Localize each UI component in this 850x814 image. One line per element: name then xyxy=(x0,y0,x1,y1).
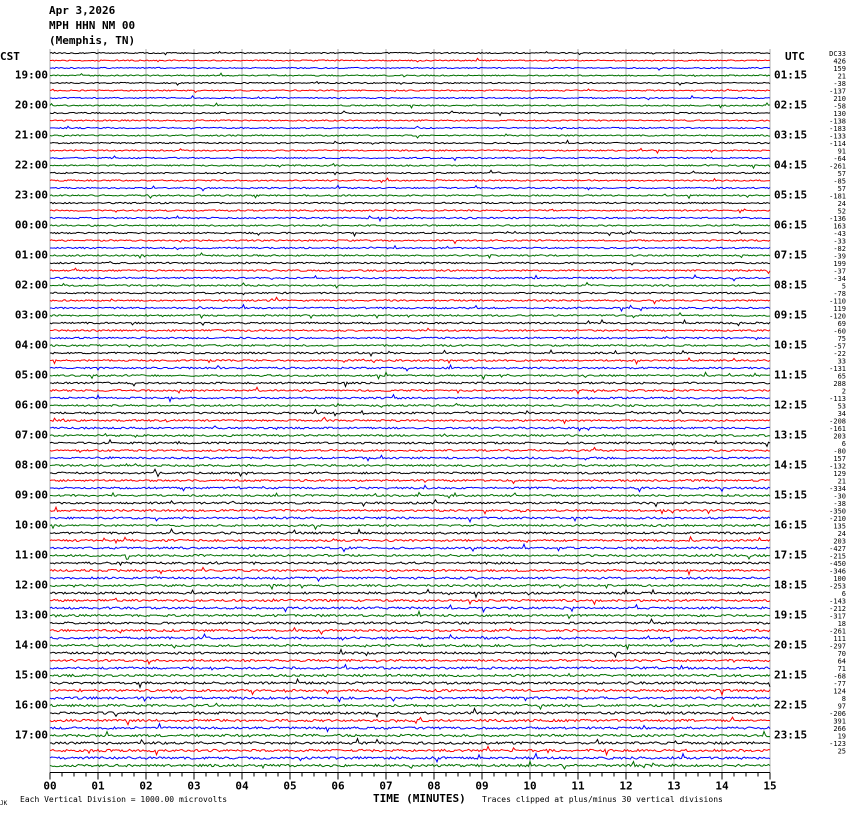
x-tick-label: 12 xyxy=(619,779,633,793)
trace-line xyxy=(50,337,770,340)
right-hour-label: 04:15 xyxy=(774,158,808,172)
trace-offset-label: 57 xyxy=(837,185,846,193)
trace-offset-label: 75 xyxy=(837,335,846,343)
trace-offset-label: 19 xyxy=(837,732,846,741)
trace-line xyxy=(50,164,770,169)
trace-line xyxy=(50,73,770,77)
trace-line xyxy=(50,554,770,559)
x-tick-label: 10 xyxy=(523,779,537,793)
trace-line xyxy=(50,440,770,447)
trace-line xyxy=(50,103,770,108)
trace-line xyxy=(50,544,770,551)
left-hour-label: 19:00 xyxy=(14,68,48,82)
trace-offset-label: -33 xyxy=(833,237,846,246)
trace-offset-label: -64 xyxy=(833,155,846,163)
right-hour-label: 17:15 xyxy=(774,548,808,562)
trace-offset-label: -77 xyxy=(833,680,846,688)
trace-offset-label: 33 xyxy=(837,357,846,366)
trace-line xyxy=(50,292,770,294)
trace-offset-label: 6 xyxy=(841,590,846,598)
trace-offset-label: 69 xyxy=(837,320,846,328)
x-tick-label: 08 xyxy=(427,779,441,793)
trace-line xyxy=(50,724,770,732)
trace-offset-label: 25 xyxy=(837,747,846,756)
trace-offset-label: 203 xyxy=(833,432,846,441)
left-hour-label: 01:00 xyxy=(14,248,48,262)
trace-line xyxy=(50,659,770,664)
trace-offset-label: 8 xyxy=(841,695,846,703)
trace-line xyxy=(50,649,770,656)
trace-line xyxy=(50,372,770,379)
x-axis-title: TIME (MINUTES) xyxy=(373,792,466,805)
trace-offset-label: -137 xyxy=(829,87,846,96)
trace-line xyxy=(50,358,770,364)
trace-offset-label: 34 xyxy=(837,410,846,418)
trace-offset-label: -120 xyxy=(829,312,846,321)
trace-line xyxy=(50,89,770,92)
left-hour-label: 21:00 xyxy=(14,128,48,142)
trace-line xyxy=(50,717,770,725)
trace-line xyxy=(50,111,770,116)
trace-line xyxy=(50,644,770,649)
trace-offset-label: -30 xyxy=(833,492,846,501)
trace-line xyxy=(50,134,770,138)
trace-offset-label: 266 xyxy=(833,725,846,733)
trace-line xyxy=(50,674,770,677)
trace-line xyxy=(50,567,770,574)
trace-offset-label: -38 xyxy=(833,500,846,508)
trace-line xyxy=(50,275,770,281)
trace-offset-label: -123 xyxy=(829,740,846,748)
left-hour-label: 04:00 xyxy=(14,338,48,352)
right-hour-label: 06:15 xyxy=(774,218,808,232)
x-tick-label: 15 xyxy=(763,779,777,793)
trace-line xyxy=(50,52,770,55)
left-hour-label: 10:00 xyxy=(14,518,48,532)
right-hour-label: 19:15 xyxy=(774,608,808,622)
trace-line xyxy=(50,148,770,153)
trace-line xyxy=(50,120,770,121)
trace-offset-label: 24 xyxy=(837,200,846,208)
trace-line xyxy=(50,689,770,695)
trace-offset-label: -34 xyxy=(833,275,846,283)
trace-offset-label: 5 xyxy=(841,282,846,291)
trace-offset-label: 111 xyxy=(833,635,846,643)
right-hour-label: 13:15 xyxy=(774,428,808,442)
right-hour-label: 23:15 xyxy=(774,728,808,742)
right-hour-label: 20:15 xyxy=(774,638,808,652)
right-hour-label: 18:15 xyxy=(774,578,808,592)
right-hour-label: 09:15 xyxy=(774,308,808,322)
trace-line xyxy=(50,156,770,160)
trace-line xyxy=(50,268,770,273)
trace-offset-label: -253 xyxy=(829,582,846,591)
left-hour-label: 03:00 xyxy=(14,308,48,322)
right-hour-label: 11:15 xyxy=(774,368,808,382)
trace-offset-label: 199 xyxy=(833,260,846,268)
trace-offset-label: 65 xyxy=(837,372,846,381)
trace-offset-label: 18 xyxy=(837,620,846,628)
trace-line xyxy=(50,634,770,642)
trace-line xyxy=(50,469,770,476)
trace-line xyxy=(50,434,770,438)
trace-line xyxy=(50,382,770,386)
trace-line xyxy=(50,517,770,522)
trace-offset-label: -43 xyxy=(833,230,846,238)
trace-offset-label: -181 xyxy=(829,192,846,201)
trace-line xyxy=(50,404,770,408)
trace-line xyxy=(50,525,770,530)
trace-offset-label: -206 xyxy=(829,710,846,718)
trace-line xyxy=(50,426,770,431)
trace-offset-label: 135 xyxy=(833,522,846,531)
trace-offset-label: 2 xyxy=(841,387,846,396)
trace-offset-label: -82 xyxy=(833,245,846,253)
right-hour-label: 01:15 xyxy=(774,68,808,82)
trace-line xyxy=(50,679,770,687)
x-tick-label: 11 xyxy=(571,779,585,793)
left-hour-label: 00:00 xyxy=(14,218,48,232)
trace-line xyxy=(50,240,770,244)
left-hour-label: 12:00 xyxy=(14,578,48,592)
left-hour-label: 20:00 xyxy=(14,98,48,112)
trace-offset-label: 100 xyxy=(833,575,846,583)
trace-offset-label: -208 xyxy=(829,417,846,426)
right-hour-label: 08:15 xyxy=(774,278,808,292)
x-tick-label: 02 xyxy=(139,779,153,793)
trace-line xyxy=(50,746,770,754)
trace-line xyxy=(50,126,770,129)
header-date: Apr 3,2026 xyxy=(49,4,116,17)
trace-line xyxy=(50,611,770,618)
left-timezone-label: CST xyxy=(0,50,20,63)
trace-offset-label: 71 xyxy=(837,665,846,673)
trace-offset-label: -133 xyxy=(829,132,846,141)
trace-offset-label: DC33 xyxy=(829,50,846,58)
left-hour-label: 17:00 xyxy=(14,728,48,742)
left-hour-label: 14:00 xyxy=(14,638,48,652)
trace-offset-label: 157 xyxy=(833,455,846,463)
trace-line xyxy=(50,58,770,61)
trace-offset-label: -113 xyxy=(829,395,846,403)
x-tick-label: 05 xyxy=(283,779,297,793)
trace-offset-label: -85 xyxy=(833,177,846,186)
left-hour-label: 22:00 xyxy=(14,158,48,172)
right-hour-label: 10:15 xyxy=(774,338,808,352)
trace-offset-label: -114 xyxy=(829,140,846,148)
trace-line xyxy=(50,320,770,326)
trace-offset-label: -80 xyxy=(833,447,846,456)
trace-offset-label: 288 xyxy=(833,380,846,388)
trace-line xyxy=(50,395,770,402)
trace-line xyxy=(50,665,770,670)
trace-line xyxy=(50,170,770,174)
trace-line xyxy=(50,96,770,100)
trace-line xyxy=(50,697,770,702)
right-hour-label: 07:15 xyxy=(774,248,808,262)
trace-offset-label: -297 xyxy=(829,642,846,651)
trace-line xyxy=(50,708,770,716)
trace-offset-label: 391 xyxy=(833,717,846,726)
left-hour-label: 02:00 xyxy=(14,278,48,292)
trace-line xyxy=(50,598,770,604)
trace-offset-label: -58 xyxy=(833,102,846,111)
trace-line xyxy=(50,761,770,768)
trace-line xyxy=(50,246,770,250)
trace-offset-label: -183 xyxy=(829,125,846,133)
trace-line xyxy=(50,297,770,303)
trace-line xyxy=(50,529,770,534)
trace-line xyxy=(50,619,770,624)
trace-line xyxy=(50,589,770,597)
trace-line xyxy=(50,178,770,182)
trace-line xyxy=(50,231,770,236)
trace-line xyxy=(50,739,770,745)
trace-offset-label: -317 xyxy=(829,612,846,621)
trace-offset-label: -110 xyxy=(829,297,846,306)
trace-offset-label: 426 xyxy=(833,57,846,66)
trace-offset-label: -138 xyxy=(829,117,846,126)
trace-offset-label: -427 xyxy=(829,545,846,553)
trace-offset-label: -161 xyxy=(829,425,846,433)
trace-line xyxy=(50,537,770,543)
left-hour-label: 16:00 xyxy=(14,698,48,712)
trace-line xyxy=(50,577,770,581)
trace-offset-label: -78 xyxy=(833,290,846,298)
x-tick-label: 13 xyxy=(667,779,681,793)
trace-line xyxy=(50,185,770,190)
trace-line xyxy=(50,365,770,371)
left-hour-label: 07:00 xyxy=(14,428,48,442)
trace-line xyxy=(50,447,770,452)
trace-line xyxy=(50,753,770,761)
trace-offset-label: 130 xyxy=(833,110,846,118)
left-hour-label: 09:00 xyxy=(14,488,48,502)
x-tick-label: 14 xyxy=(715,779,729,793)
trace-offset-label: -261 xyxy=(829,162,846,171)
trace-line xyxy=(50,584,770,588)
trace-line xyxy=(50,209,770,213)
trace-offset-label: 97 xyxy=(837,702,846,711)
trace-line xyxy=(50,350,770,356)
trace-offset-label: 64 xyxy=(837,657,846,666)
left-hour-label: 05:00 xyxy=(14,368,48,382)
right-hour-label: 15:15 xyxy=(774,488,808,502)
trace-offset-label: 57 xyxy=(837,170,846,178)
scale-note: Each Vertical Division = 1000.00 microvolts xyxy=(20,795,228,804)
trace-offset-label: 203 xyxy=(833,537,846,546)
trace-line xyxy=(50,216,770,221)
right-hour-label: 22:15 xyxy=(774,698,808,712)
trace-offset-label: -38 xyxy=(833,80,846,88)
trace-offset-label: 91 xyxy=(837,147,846,156)
header-location: (Memphis, TN) xyxy=(49,34,136,47)
trace-line xyxy=(50,562,770,566)
header-station: MPH HHN NM 00 xyxy=(49,19,136,32)
trace-line xyxy=(50,628,770,634)
x-tick-label: 01 xyxy=(91,779,105,793)
trace-line xyxy=(50,313,770,318)
trace-offset-label: -68 xyxy=(833,672,846,681)
trace-line xyxy=(50,410,770,416)
trace-line xyxy=(50,500,770,507)
trace-line xyxy=(50,224,770,226)
trace-offset-label: 70 xyxy=(837,650,846,658)
left-hour-label: 23:00 xyxy=(14,188,48,202)
left-hour-label: 11:00 xyxy=(14,548,48,562)
trace-line xyxy=(50,492,770,498)
right-hour-label: 05:15 xyxy=(774,188,808,202)
trace-line xyxy=(50,305,770,311)
trace-line xyxy=(50,140,770,144)
trace-offset-label: 124 xyxy=(833,687,846,696)
trace-offset-label: -39 xyxy=(833,252,846,261)
trace-line xyxy=(50,253,770,258)
trace-line xyxy=(50,328,770,331)
right-hour-label: 21:15 xyxy=(774,668,808,682)
trace-offset-label: -37 xyxy=(833,267,846,276)
trace-line xyxy=(50,387,770,393)
x-tick-label: 04 xyxy=(235,779,249,793)
trace-line xyxy=(50,417,770,423)
trace-line xyxy=(50,480,770,484)
trace-line xyxy=(50,464,770,467)
trace-offset-label: 52 xyxy=(837,207,846,216)
trace-offset-label: 119 xyxy=(833,305,846,313)
trace-offset-label: -261 xyxy=(829,627,846,636)
trace-offset-label: -57 xyxy=(833,342,846,351)
x-tick-label: 09 xyxy=(475,779,489,793)
x-tick-label: 03 xyxy=(187,779,201,793)
trace-line xyxy=(50,202,770,203)
right-timezone-label: UTC xyxy=(785,50,805,63)
trace-offset-label: -22 xyxy=(833,350,846,358)
trace-offset-label: 53 xyxy=(837,402,846,411)
trace-offset-label: -131 xyxy=(829,365,846,373)
right-hour-label: 16:15 xyxy=(774,518,808,532)
left-hour-label: 06:00 xyxy=(14,398,48,412)
trace-line xyxy=(50,455,770,460)
trace-offset-label: 21 xyxy=(837,72,846,81)
trace-offset-label: 210 xyxy=(833,95,846,103)
trace-offset-label: -143 xyxy=(829,597,846,606)
right-hour-label: 14:15 xyxy=(774,458,808,472)
trace-offset-label: -132 xyxy=(829,462,846,471)
trace-offset-label: -346 xyxy=(829,567,846,576)
trace-offset-label: 129 xyxy=(833,470,846,478)
left-hour-label: 13:00 xyxy=(14,608,48,622)
trace-line xyxy=(50,82,770,86)
trace-line xyxy=(50,703,770,709)
trace-line xyxy=(50,507,770,514)
trace-offset-label: -215 xyxy=(829,552,846,561)
trace-line xyxy=(50,262,770,265)
trace-line xyxy=(50,283,770,288)
trace-offset-label: -350 xyxy=(829,507,846,516)
trace-offset-label: 24 xyxy=(837,530,846,538)
right-hour-label: 03:15 xyxy=(774,128,808,142)
trace-offset-label: -210 xyxy=(829,515,846,523)
trace-line xyxy=(50,485,770,491)
trace-offset-label: -60 xyxy=(833,327,846,336)
corner-mark: JK xyxy=(0,800,8,807)
trace-offset-label: -334 xyxy=(829,485,846,493)
left-hour-label: 08:00 xyxy=(14,458,48,472)
x-tick-label: 00 xyxy=(43,779,57,793)
left-hour-label: 15:00 xyxy=(14,668,48,682)
trace-line xyxy=(50,731,770,737)
right-hour-label: 02:15 xyxy=(774,98,808,112)
trace-offset-label: 163 xyxy=(833,222,846,231)
trace-line xyxy=(50,345,770,347)
trace-offset-label: 6 xyxy=(841,440,846,448)
x-tick-label: 07 xyxy=(379,779,393,793)
trace-line xyxy=(50,194,770,198)
trace-offset-label: -450 xyxy=(829,560,846,568)
trace-offset-label: -136 xyxy=(829,215,846,223)
trace-offset-label: 159 xyxy=(833,65,846,73)
right-hour-label: 12:15 xyxy=(774,398,808,412)
clip-note: Traces clipped at plus/minus 30 vertical divisions xyxy=(482,795,723,804)
trace-line xyxy=(50,605,770,612)
trace-line xyxy=(50,67,770,70)
trace-offset-label: 21 xyxy=(837,477,846,486)
trace-offset-label: -212 xyxy=(829,605,846,613)
x-tick-label: 06 xyxy=(331,779,345,793)
